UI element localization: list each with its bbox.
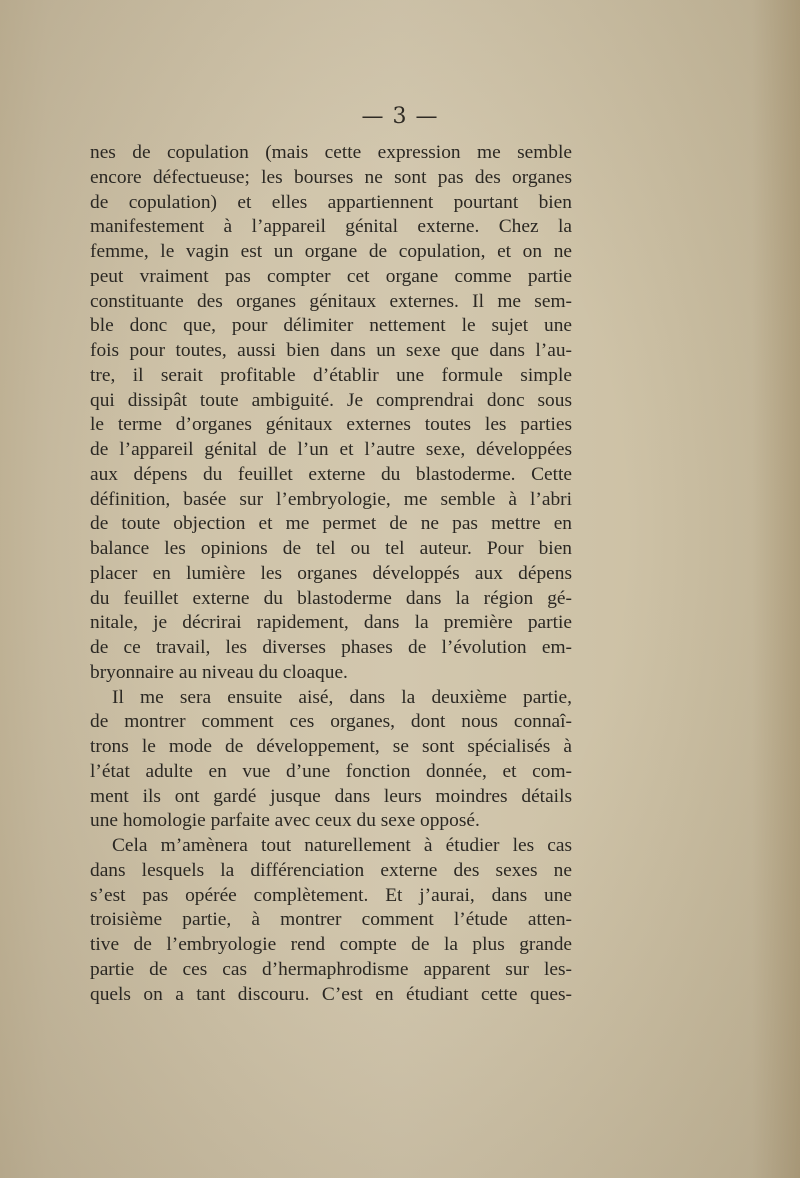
text-line: nes de copulation (mais cette expression me semble bbox=[90, 142, 572, 163]
text-line: encore défectueuse; les bourses ne sont pas des organes bbox=[90, 166, 572, 188]
page-number: — 3 — bbox=[361, 104, 439, 129]
text-line: quels on a tant discouru. C’est en étudiant cette ques- bbox=[90, 983, 572, 1005]
text-line: dans lesquels la différenciation externe des sexes ne bbox=[90, 859, 572, 881]
text-line: qui dissipât toute ambiguité. Je comprendrai donc sous bbox=[90, 389, 572, 411]
text-line: de copulation) et elles appartiennent pourtant bien bbox=[90, 191, 572, 213]
text-line: s’est pas opérée complètement. Et j’aurai, dans une bbox=[90, 884, 572, 906]
text-line: partie de ces cas d’hermaphrodisme apparent sur les- bbox=[90, 958, 572, 980]
body-text bbox=[90, 141, 572, 1007]
text-line: de montrer comment ces organes, dont nous connaî- bbox=[90, 711, 572, 733]
text-line: manifestement à l’appareil génital externe. Chez la bbox=[90, 216, 572, 238]
text-line: de toute objection et me permet de ne pas mettre en bbox=[90, 513, 572, 535]
text-line: Il me sera ensuite aisé, dans la deuxième partie, bbox=[112, 686, 572, 708]
text-line: fois pour toutes, aussi bien dans un sexe que dans l’au- bbox=[90, 340, 572, 361]
text-line: bryonnaire au niveau du cloaque. bbox=[90, 661, 348, 683]
text-line: une homologie parfaite avec ceux du sexe opposé. bbox=[90, 810, 480, 832]
text-line: de ce travail, les diverses phases de l’évolution em- bbox=[90, 637, 572, 658]
text-line: placer en lumière les organes développés aux dépens bbox=[90, 562, 572, 584]
text-line: ble donc que, pour délimiter nettement le sujet une bbox=[90, 315, 572, 337]
text-line: définition, basée sur l’embryologie, me semble à l’abri bbox=[90, 488, 572, 510]
text-line: le terme d’organes génitaux externes toutes les parties bbox=[90, 414, 572, 436]
text-line: aux dépens du feuillet externe du blastoderme. Cette bbox=[90, 463, 572, 485]
text-line: de l’appareil génital de l’un et l’autre sexe, développées bbox=[90, 439, 572, 460]
text-line: ment ils ont gardé jusque dans leurs moindres détails bbox=[90, 785, 572, 807]
text-line: tive de l’embryologie rend compte de la plus grande bbox=[90, 934, 572, 955]
text-line: du feuillet externe du blastoderme dans la région gé- bbox=[90, 587, 572, 609]
text-line: femme, le vagin est un organe de copulation, et on ne bbox=[90, 241, 572, 262]
text-line: constituante des organes génitaux externes. Il me sem- bbox=[90, 290, 572, 312]
text-line: tre, il serait profitable d’établir une formule simple bbox=[90, 364, 572, 386]
text-line: peut vraiment pas compter cet organe comme partie bbox=[90, 265, 572, 287]
text-line: nitale, je décrirai rapidement, dans la première partie bbox=[90, 612, 572, 634]
text-line: l’état adulte en vue d’une fonction donnée, et com- bbox=[90, 760, 572, 782]
text-line: trons le mode de développement, se sont spécialisés à bbox=[90, 736, 572, 757]
text-line: balance les opinions de tel ou tel auteur. Pour bien bbox=[90, 538, 572, 559]
text-line: troisième partie, à montrer comment l’étude atten- bbox=[90, 909, 572, 931]
text-line: Cela m’amènera tout naturellement à étudier les cas bbox=[112, 835, 572, 856]
